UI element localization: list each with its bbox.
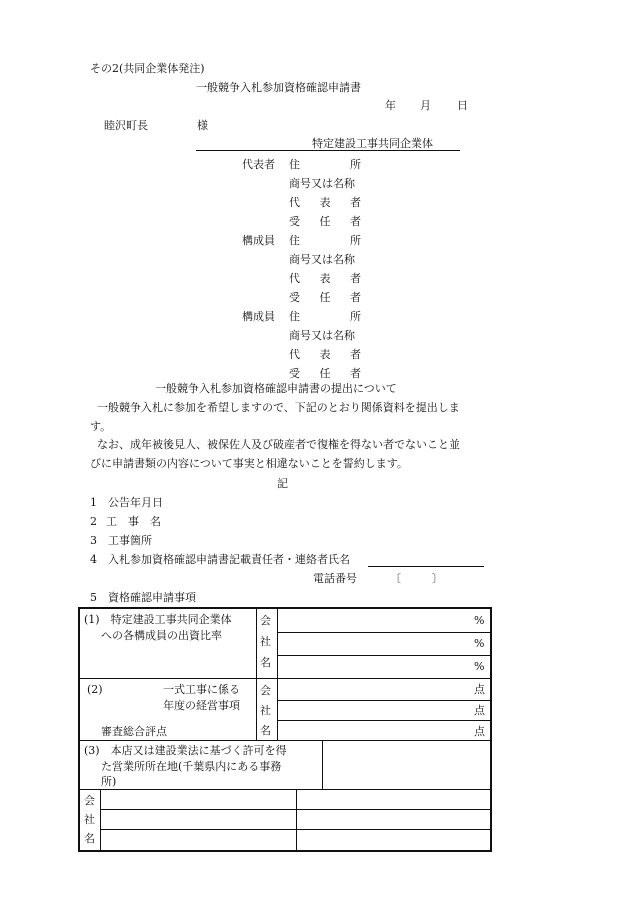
- item-5: 5 資格確認申請事項: [90, 591, 196, 604]
- paragraph-2-line-2: びに申請書類の内容について事実と相違ないことを誓約します。: [90, 457, 408, 470]
- jv-label: 特定建設工事共同企業体: [312, 137, 433, 150]
- section-1-row-divider-1: [277, 632, 491, 633]
- ki-heading: 記: [277, 477, 288, 490]
- section-2-line-3: 審査総合評点: [101, 725, 167, 738]
- party-1-field-1: 住 所: [289, 158, 361, 171]
- section-1-percent-3: %: [474, 660, 485, 673]
- section-2-3-divider: [79, 740, 491, 741]
- honorific: 様: [197, 119, 208, 132]
- date-month: 月: [420, 99, 431, 112]
- party-2-field-4: 受 任 者: [289, 291, 361, 304]
- party-3-field-3: 代 表 者: [289, 348, 361, 361]
- paragraph-2-line-1: [90, 438, 460, 452]
- section-3-mid-divider: [296, 789, 297, 851]
- section-3-line-3: 所): [101, 775, 117, 788]
- party-2-field-1: 住 所: [289, 234, 361, 247]
- section-1-percent-2: %: [474, 637, 485, 650]
- party-2-field-3: 代 表 者: [289, 272, 361, 285]
- date-year: 年: [385, 99, 396, 112]
- section-1-2-divider: [79, 678, 491, 679]
- section-1-row-divider-2: [277, 655, 491, 656]
- party-3-role: 構成員: [242, 310, 275, 323]
- party-1-field-2: 商号又は名称: [289, 177, 355, 190]
- section-2-company-char-1: 会: [260, 684, 271, 697]
- section-2-company-char-3: 名: [260, 724, 271, 737]
- section-2-row-divider-2: [277, 720, 491, 721]
- party-3-field-4: 受 任 者: [289, 367, 361, 380]
- party-1-field-3: 代 表 者: [289, 196, 361, 209]
- phone-open-bracket: 〔: [390, 572, 401, 585]
- paragraph-2-text: なお、成年被後見人、被保佐人及び破産者で復権を得ない者でないこと並: [97, 438, 460, 451]
- subject-line: 一般競争入札参加資格確認申請書の提出について: [155, 382, 397, 395]
- paragraph-1-line-2: す。: [90, 420, 112, 433]
- section-1-company-char-2: 社: [260, 635, 271, 648]
- form-title: 一般競争入札参加資格確認申請書: [196, 81, 361, 94]
- section-3-line-2: た営業所所在地(千葉県内にある事務: [101, 760, 282, 773]
- party-1-role: 代表者: [242, 158, 275, 171]
- section-3-header-divider: [322, 741, 323, 789]
- phone-close-bracket: 〕: [432, 572, 443, 585]
- section-3-line-1: (3) 本店又は建設業法に基づく許可を得: [84, 744, 287, 757]
- section-1-company-char-3: 名: [260, 656, 271, 669]
- party-2-role: 構成員: [242, 234, 275, 247]
- paragraph-1-line-1: [90, 401, 460, 415]
- paragraph-1-text: 一般競争入札に参加を希望しますので、下記のとおり関係資料を提出しま: [97, 401, 460, 414]
- section-3-row-divider-2: [100, 829, 491, 830]
- section-2-points-3: 点: [474, 725, 485, 738]
- addressee: 睦沢町長: [104, 119, 148, 132]
- party-3-field-1: 住 所: [289, 310, 361, 323]
- section-2-points-1: 点: [474, 683, 485, 696]
- section-2-points-2: 点: [474, 704, 485, 717]
- section-3-company-label-divider: [100, 789, 101, 851]
- section-2-company-char-2: 社: [260, 704, 271, 717]
- section-1-title-line-1: (1) 特定建設工事共同企業体: [84, 613, 232, 626]
- section-3-row-divider-1: [100, 809, 491, 810]
- party-2-field-2: 商号又は名称: [289, 253, 355, 266]
- section-3-company-char-2: 社: [84, 813, 95, 826]
- item-1: 1 公告年月日: [90, 496, 163, 509]
- item-2-number: 2: [90, 515, 97, 528]
- section-2-line-1: 一式工事に係る: [163, 683, 240, 696]
- section-3-company-char-3: 名: [84, 832, 95, 845]
- section-2-number: (2): [87, 683, 103, 696]
- section-3-header-bottom: [79, 789, 491, 790]
- item-3: 3 工事箇所: [90, 534, 152, 547]
- item-2-label: 工 事 名: [106, 515, 161, 528]
- party-3-field-2: 商号又は名称: [289, 329, 355, 342]
- item-4: 4 入札参加資格確認申請書記載責任者・連絡者氏名: [90, 553, 350, 566]
- contact-name-underline: [368, 566, 484, 567]
- form-number: その2(共同企業体発注): [90, 62, 205, 75]
- section-1-title-line-2: への各構成員の出資比率: [101, 629, 222, 642]
- company-column-divider: [256, 608, 257, 740]
- party-1-field-4: 受 任 者: [289, 215, 361, 228]
- section-2-row-divider-1: [277, 700, 491, 701]
- section-1-percent-1: %: [474, 614, 485, 627]
- section-3-company-char-1: 会: [84, 794, 95, 807]
- section-2-line-2: 年度の経営事項: [163, 699, 240, 712]
- date-day: 日: [457, 99, 468, 112]
- section-1-company-char-1: 会: [260, 614, 271, 627]
- phone-label: 電話番号: [313, 572, 357, 585]
